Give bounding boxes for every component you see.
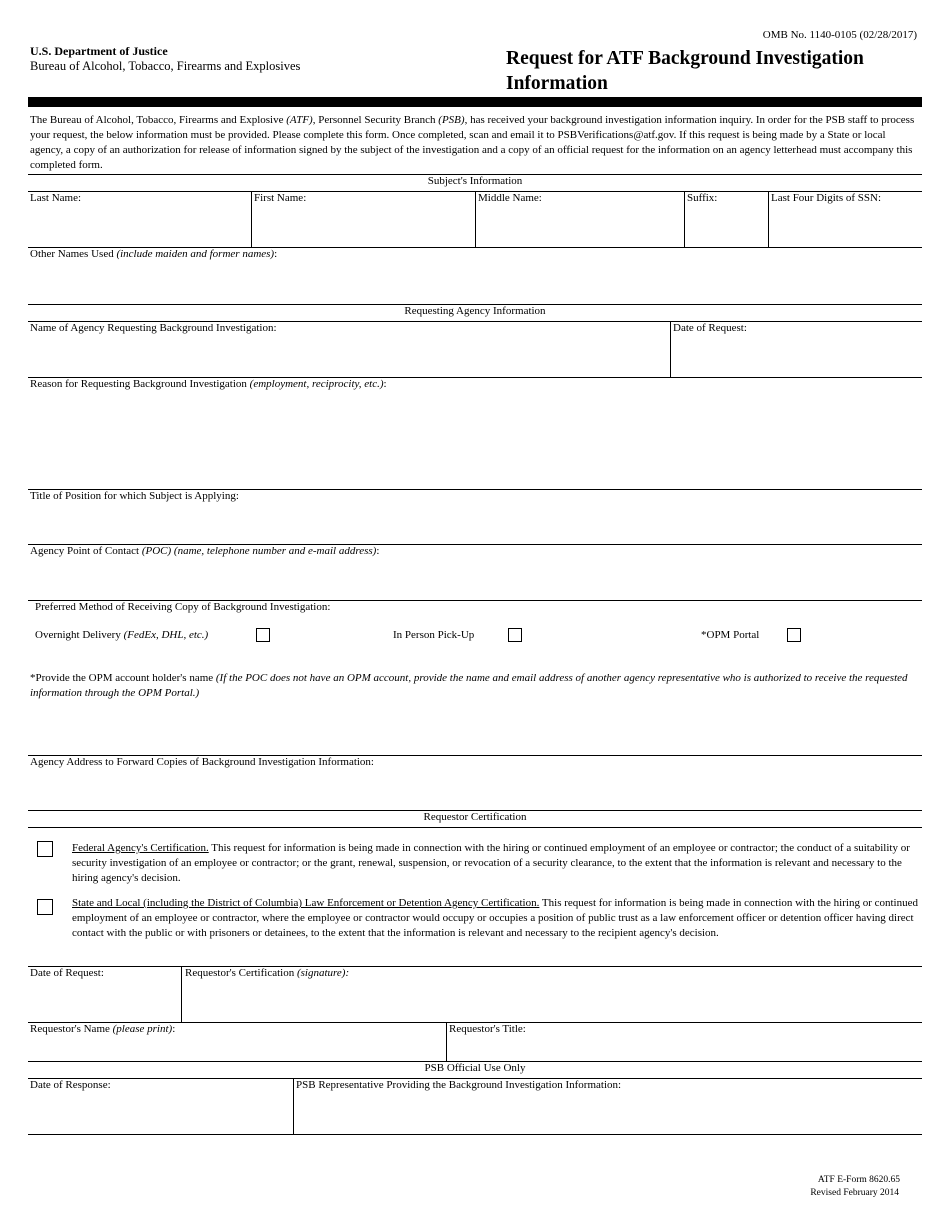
agency-section-title: Requesting Agency Information — [404, 305, 546, 317]
form-number: ATF E-Form 8620.65 — [817, 1175, 900, 1185]
first-name-field[interactable]: First Name: — [254, 192, 307, 204]
date-of-response-field[interactable]: Date of Response: — [30, 1079, 111, 1091]
suffix-field[interactable]: Suffix: — [687, 192, 718, 204]
overnight-checkbox[interactable] — [256, 628, 270, 642]
federal-certification-checkbox[interactable] — [37, 841, 53, 857]
certification-section-title: Requestor Certification — [423, 811, 527, 823]
divider — [251, 191, 252, 247]
agency-name-field[interactable]: Name of Agency Requesting Background Investigation: — [30, 322, 277, 334]
agency-address-field[interactable]: Agency Address to Forward Copies of Background Investigation Information: — [30, 756, 374, 768]
other-names-field[interactable]: Other Names Used (include maiden and former names): — [30, 248, 278, 260]
divider — [446, 1022, 447, 1061]
form-title: Request for ATF Background Investigation Information — [506, 48, 864, 94]
opm-account-field[interactable]: *Provide the OPM account holder's name (If the POC does not have an OPM account, provide the name and email address of another agency representative who is authorized to receive the requested information through the OPM Portal.) — [30, 672, 908, 699]
reason-field[interactable]: Reason for Requesting Background Investigation (employment, reciprocity, etc.): — [30, 378, 387, 390]
opm-label: *OPM Portal — [701, 629, 760, 641]
department-name: U.S. Department of Justice — [30, 44, 168, 58]
pickup-checkbox[interactable] — [508, 628, 522, 642]
revised-date: Revised February 2014 — [810, 1188, 899, 1198]
psb-section-title: PSB Official Use Only — [424, 1062, 526, 1074]
requestor-title-field[interactable]: Requestor's Title: — [449, 1023, 526, 1035]
subject-section-title: Subject's Information — [427, 175, 523, 187]
opm-checkbox[interactable] — [787, 628, 801, 642]
position-title-field[interactable]: Title of Position for which Subject is Applying: — [30, 490, 239, 502]
omb-number: OMB No. 1140-0105 (02/28/2017) — [762, 29, 917, 41]
pickup-label: In Person Pick-Up — [393, 629, 475, 641]
poc-field[interactable]: Agency Point of Contact (POC) (name, telephone number and e-mail address): — [30, 545, 380, 557]
last-name-field[interactable]: Last Name: — [30, 192, 82, 204]
divider — [684, 191, 685, 247]
state-certification-checkbox[interactable] — [37, 899, 53, 915]
intro-paragraph: The Bureau of Alcohol, Tobacco, Firearms and Explosive (ATF), Personnel Security Branch (PSB), has received your background investigation information inquiry. In order for the PSB staff to process your request, the below information must be provided. Please complete this form. Once completed, scan and email it to PSBVerifications@atf.gov. If this request is being made by a State or local agency, a copy of an authorization for release of information signed by the subject of the investigation and a copy of an official request for the information on an agency letterhead must accompany this completed form. — [30, 114, 915, 171]
signature-field[interactable]: Requestor's Certification (signature): — [185, 967, 350, 979]
certification-date-field[interactable]: Date of Request: — [30, 967, 104, 979]
middle-name-field[interactable]: Middle Name: — [478, 192, 542, 204]
divider — [181, 966, 182, 1022]
psb-representative-field[interactable]: PSB Representative Providing the Background Investigation Information: — [296, 1079, 622, 1091]
requestor-name-field[interactable]: Requestor's Name (please print): — [30, 1023, 176, 1035]
divider — [28, 966, 922, 967]
divider — [670, 321, 671, 377]
header-divider — [28, 97, 922, 107]
overnight-label: Overnight Delivery (FedEx, DHL, etc.) — [35, 629, 209, 641]
divider — [768, 191, 769, 247]
bureau-name: Bureau of Alcohol, Tobacco, Firearms and Explosives — [30, 59, 301, 73]
divider — [28, 827, 922, 828]
ssn-field[interactable]: Last Four Digits of SSN: — [771, 192, 882, 204]
divider — [28, 1134, 922, 1135]
state-certification-text: State and Local (including the District of Columbia) Law Enforcement or Detention Agency Certification. This request for information is being made in connection with the hiring or continued employment of an employee or contractor, where the employee or contractor would occupy or occupies a position of public trust as a law enforcement officer or detention officer having direct contact with the public or with prisoners or detainees, to the extent that the information is relevant and necessary to the recipient agency's decision. — [72, 897, 918, 939]
date-of-request-field[interactable]: Date of Request: — [673, 322, 747, 334]
divider — [475, 191, 476, 247]
preferred-method-label: Preferred Method of Receiving Copy of Background Investigation: — [35, 601, 331, 613]
federal-certification-text: Federal Agency's Certification. This request for information is being made in connection with the hiring or continued employment of an employee or contractor; the conduct of a suitability or security investigation of an employee or contractor; or the grant, renewal, suspension, or revocation of a security clearance, to the extent that the information is relevant and necessary to the hiring agency's decision. — [72, 842, 910, 884]
divider — [293, 1078, 294, 1134]
